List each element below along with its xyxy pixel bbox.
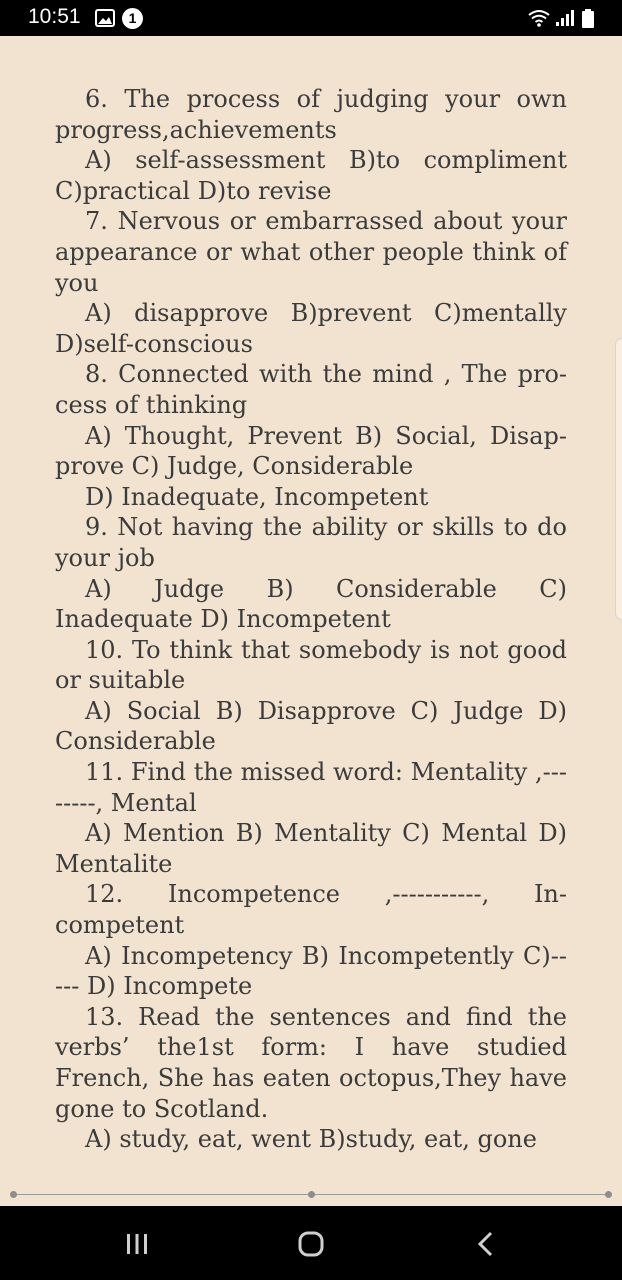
- answers-7: A) disapprove B)prevent C)mentally D)self-conscious: [55, 299, 567, 358]
- progress-thumb[interactable]: [308, 1191, 315, 1198]
- edge-panel-handle[interactable]: [615, 338, 622, 620]
- answers-8: A) Thought, Prevent B) Social, Disapprove C) Judge, Considerable: [55, 421, 567, 481]
- progress-start-dot: [10, 1191, 17, 1198]
- status-time: 10:51: [28, 5, 81, 28]
- question-13: 13. Read the sentences and find the verbs’ the1st form: I have studied French, She has eaten octopus,They have gone to Scotland.: [55, 1002, 567, 1123]
- answers-8-continued: D) Inadequate, Incompetent: [85, 482, 429, 511]
- reading-progress-bar[interactable]: [12, 1194, 610, 1195]
- answers-13: A) study, eat, went B)study, eat, gone: [85, 1125, 537, 1154]
- back-icon[interactable]: [461, 1224, 511, 1264]
- reader-page[interactable]: [0, 36, 622, 1206]
- navigation-bar: [0, 1206, 622, 1280]
- answers-11: A) Mention B) Mentality C) Mental D) Mentalite: [55, 819, 567, 878]
- question-6: 6. The process of judging your own progress,achievements: [55, 85, 567, 144]
- battery-icon: [581, 9, 595, 29]
- answers-6: A) self-assessment B)to compliment C)practical D)to revise: [55, 146, 567, 205]
- answers-10: A) Social B) Disapprove C) Judge D) Considerable: [55, 696, 567, 756]
- question-11: 11. Find the missed word: Mentality ,--------, Mental: [55, 758, 567, 817]
- status-bar: [0, 0, 622, 36]
- recent-apps-icon[interactable]: [112, 1224, 162, 1264]
- question-10: 10. To think that somebody is not good or suitable: [55, 635, 567, 695]
- answers-9: A) Judge B) Considerable C) Inadequate D) Incompetent: [55, 574, 567, 634]
- question-7: 7. Nervous or embarrassed about your appearance or what other people think of you: [55, 207, 567, 297]
- question-9: 9. Not having the ability or skills to do your job: [55, 513, 567, 572]
- question-8: 8. Connected with the mind , The process of thinking: [55, 360, 567, 419]
- progress-end-dot: [605, 1191, 612, 1198]
- wifi-icon: [527, 9, 551, 27]
- question-12: 12. Incompetence ,-----------, Incompetent: [55, 880, 567, 940]
- notification-badge: 1: [122, 8, 143, 29]
- gallery-icon: [95, 9, 115, 27]
- page-text: [55, 84, 567, 1155]
- signal-icon: [555, 9, 575, 27]
- home-icon[interactable]: [286, 1224, 336, 1264]
- answers-12: A) Incompetency B) Incompetently C)----- D) Incompete: [55, 941, 567, 1001]
